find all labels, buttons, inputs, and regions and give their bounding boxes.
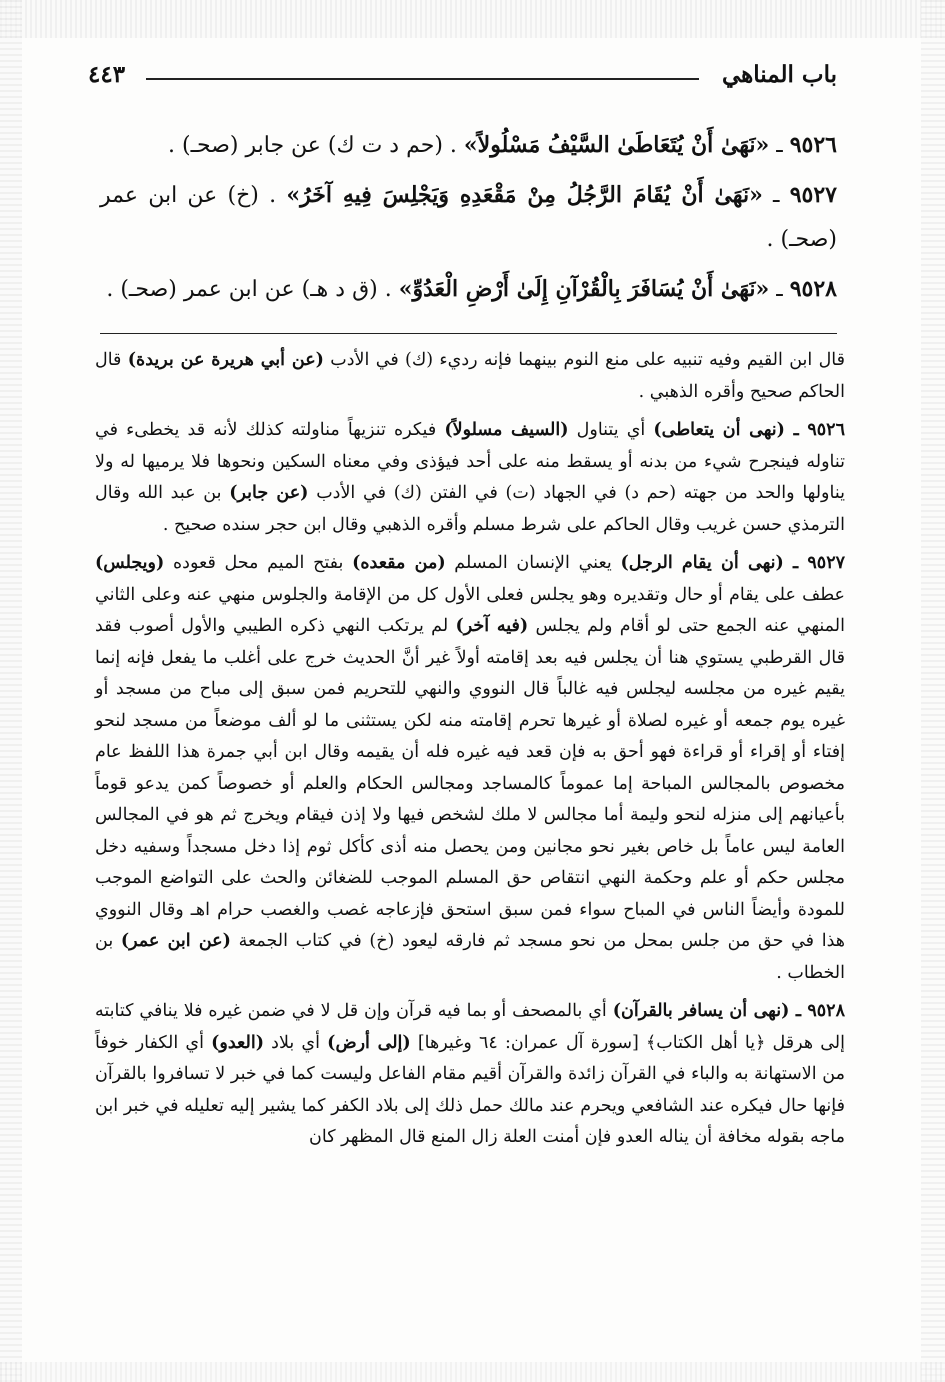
scan-edge-top (0, 0, 945, 38)
hadith-source: . (خ) عن ابن عمر (صحـ) . (100, 183, 837, 252)
quoted-phrase: (من مقعده) (352, 553, 446, 573)
scan-edge-left (0, 0, 22, 1382)
quoted-phrase: (العدو) (211, 1032, 264, 1053)
commentary (95, 345, 845, 1161)
hadith-source: . (ق د هـ) عن ابن عمر (صحـ) . (106, 277, 399, 302)
quoted-phrase: (نهى أن يسافر بالقرآن) (612, 1001, 796, 1021)
hadith-9526 (100, 122, 837, 169)
hadith-list (100, 122, 837, 317)
hadith-9528 (100, 266, 837, 313)
quoted-phrase: (فيه آخر) (455, 616, 529, 636)
quoted-phrase: (السيف مسلولاً) (444, 420, 569, 440)
quoted-phrase: (نهى أن يقام الرجل) (620, 553, 794, 573)
footnote-separator (100, 333, 837, 334)
commentary-number: ٩٥٢٧ ـ (793, 553, 845, 573)
commentary-text: قال الحاكم صحيح وأقره الذهبي . (95, 350, 845, 402)
commentary-text: عطف على يقام أو حال وتقديره وهو يجلس فعلى الأول كل من الإقامة والجلوس منهي عنه وعلى الثاني المنهي عنه الجمع حتى لو أقام ولم يجلس (95, 584, 845, 636)
quoted-phrase: (إلى أرض) (327, 1032, 411, 1053)
commentary-text: يعني الإنسان المسلم (445, 553, 621, 573)
commentary-9527 (95, 548, 845, 989)
hadith-source: . (حم د ت ك) عن جابر (صحـ) . (168, 133, 464, 158)
scan-edge-right (921, 0, 945, 1382)
commentary-number: ٩٥٢٦ ـ (793, 420, 845, 440)
commentary-text: أي بلاد (263, 1032, 328, 1053)
commentary-text: أي بالمصحف أو بما فيه قرآن وإن قل لا في ضمن غيره فلا ينافي كتابته إلى هرقل ﴿يا أهل الكتاب﴾ [سورة آل عمران: ٦٤ وغيرها] (95, 1001, 845, 1053)
hadith-dash: ـ (769, 277, 790, 302)
hadith-text: «نَهَىٰ أَنْ يُتَعَاطَىٰ السَّيْفُ مَسْلُولاً» (463, 132, 770, 158)
scan-edge-bottom (0, 1362, 945, 1382)
commentary-text: أي يتناول (568, 420, 654, 440)
narrator-name: (عن أبي هريرة عن بريدة) (127, 350, 324, 370)
page-number: ٤٤٣ (88, 61, 126, 88)
commentary-text: فيكره تنزيهاً مناولته كذلك لأنه قد يخطىء في تناوله فينجرح شيء من بدنه أو يسقط منه على أحد فيؤذى وفي معناه السكين ونحوها فلا يرميها له ولا يناولها والحد من جهته (حم د) في الجهاد (ت) في الفتن (ك) في الأدب (95, 420, 845, 503)
commentary-text: قال ابن القيم وفيه تنبيه على منع النوم بينهما فإنه رديء (ك) في الأدب (323, 350, 845, 370)
hadith-9527 (100, 173, 837, 262)
hadith-number: ٩٥٢٨ (789, 276, 837, 302)
quoted-phrase: (نهى أن يتعاطى) (653, 420, 794, 440)
narrator-name: (عن ابن عمر) (120, 931, 231, 951)
hadith-number: ٩٥٢٧ (789, 182, 837, 208)
narrator-name: (عن جابر) (229, 483, 309, 503)
quoted-phrase: (ويجلس) (95, 553, 165, 573)
header-rule (146, 78, 699, 80)
commentary-9528 (95, 996, 845, 1154)
hadith-text: «نَهَىٰ أَنْ يُسَافَرَ بِالْقُرْآنِ إِلَىٰ أَرْضِ الْعَدُوِّ» (398, 276, 770, 302)
commentary-9526 (95, 415, 845, 541)
running-header (88, 58, 837, 94)
commentary-text: بفتح الميم محل قعوده (164, 553, 353, 573)
commentary-text: أي الكفار خوفاً من الاستهانة به والباء في القرآن زائدة والقرآن أقيم مقام الفاعل وليست كما في خبر لا تسافروا بالقرآن فإنها حال فيكره عند الشافعي ويحرم عند مالك حمل ذلك إلى بلاد الكفر كما يشير إليه تعليله في خبر ابن ماجه بقوله مخافة أن يناله العدو فإن أمنت العلة زال المنع قال المظهر كان (95, 1032, 845, 1147)
hadith-number: ٩٥٢٦ (789, 132, 837, 158)
hadith-text: «نَهَىٰ أَنْ يُقَامَ الرَّجُلُ مِنْ مَقْعَدِهِ وَيَجْلِسَ فِيهِ آخَرُ» (286, 182, 763, 208)
commentary-text: لم يرتكب النهي ذكره الطيبي والأول أصوب فقد قال القرطبي يستوي هنا أن يجلس فيه بعد إقامته أولاً غير أنَّ الحديث خرج على أغلب ما يفعل فإنه إنما يقيم غيره من مجلسه ليجلس فيه غالباً قال النووي والنهي للتحريم فمن سبق إلى مباح من مسجد أو غيره يوم جمعه أو غيره لصلاة أو غيرها تحرم إقامته منه لكن يستثنى ما لو ألف موضعاً من مسجد لنحو إفتاء أو إقراء أو قراءة فهو أحق به فإن قعد فيه غيره فله أن يقيمه وقال ابن أبي جمرة هذا اللفظ عام مخصوص بالمجالس المباحة إما عموماً كالمساجد ومجالس الحكام والعلم أو خصوصاً كمن يدعو قوماً بأعيانهم إلى منزله لنحو وليمة أما مجالس لا ملك لشخص فيها ولا إذن فيقام ويخرج ثم هو في المجالس العامة ليس عاماً بل خاص بغير نحو مجانين ومن يحصل منه أذى كأكل ثوم إذا دخل مسجداً وسفيه دخل مجلس حكم أو علم وحكمة النهي انتقاص حق المسلم الموجب للضغائن والحث على التواضع الموجب للمودة وأيضاً الناس في المباح سواء فمن سبق استحق فإزعاجه غصب والغصب حرام اهـ وقال النووي هذا في حق من جلس بمحل من نحو مسجد ثم فارقه ليعود (خ) في كتاب الجمعة (95, 616, 845, 951)
hadith-dash: ـ (762, 183, 790, 208)
hadith-dash: ـ (769, 133, 790, 158)
commentary-text: بن عبد الله وقال الترمذي حسن غريب وقال الحاكم على شرط مسلم وأقره الذهبي وقال ابن حجر سنده صحيح . (95, 483, 845, 535)
commentary-text: بن الخطاب . (95, 931, 845, 983)
commentary-continuation (95, 345, 845, 408)
chapter-title: باب المناهي (721, 61, 837, 88)
commentary-number: ٩٥٢٨ ـ (795, 1001, 845, 1021)
